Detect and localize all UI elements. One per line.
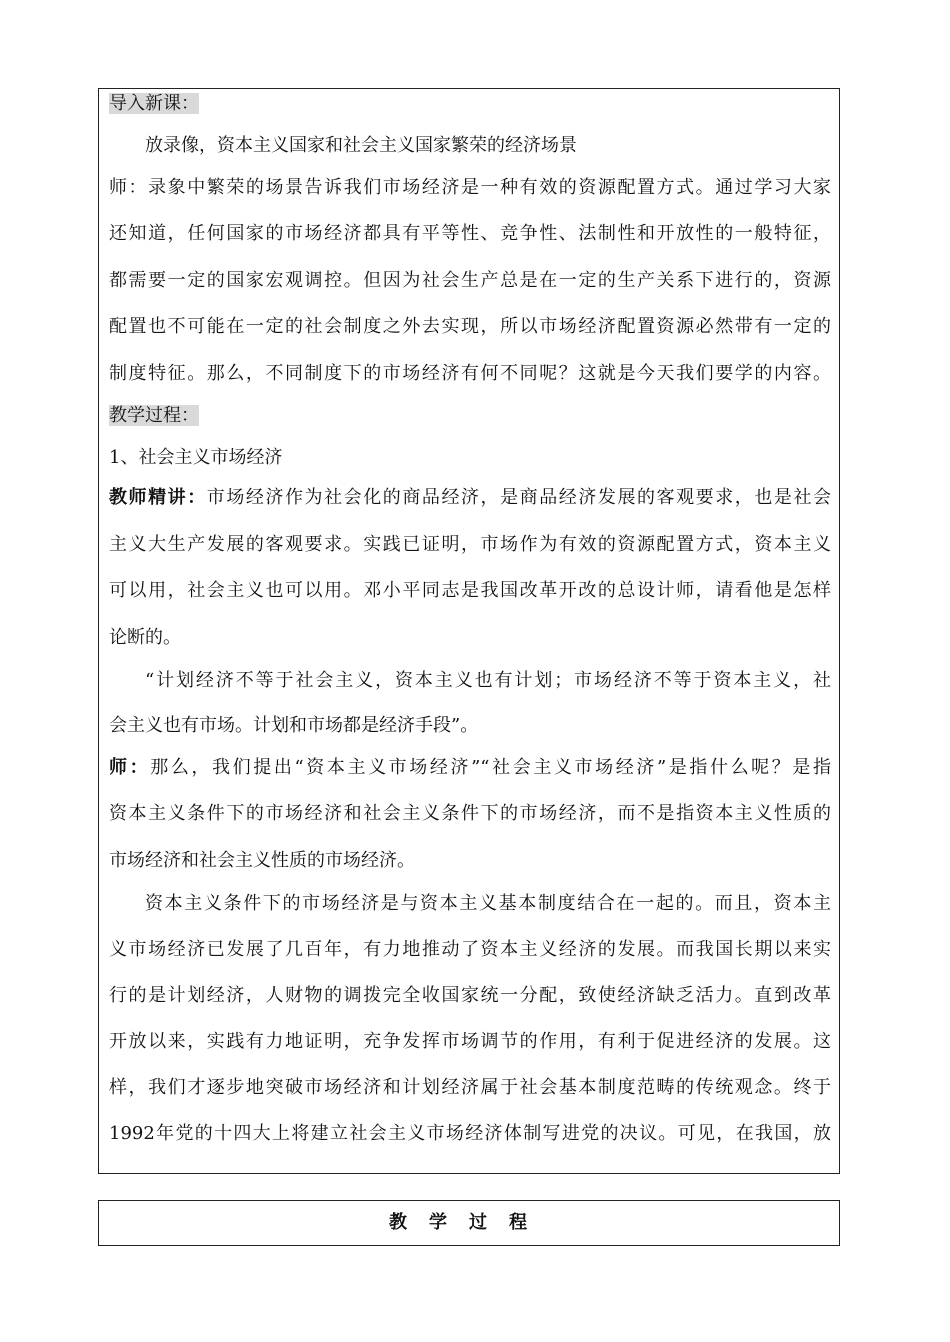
paragraph-line: 样，我们才逐步地突破市场经济和计划经济属于社会基本制度范畴的传统观念。终于 [109,1077,831,1098]
paragraph-line: 义市场经济已发展了几百年，有力地推动了资本主义经济的发展。而我国长期以来实 [109,939,831,960]
paragraph-line: 1992年党的十四大上将建立社会主义市场经济体制写进党的决议。可见，在我国，放 [109,1123,831,1144]
intro-line: 配置也不可能在一定的社会制度之外去实现，所以市场经济配置资源必然带有一定的 [109,316,831,337]
section-title: 教学过程 [389,1212,549,1233]
teacher-lecture-line: 论断的。 [109,627,181,648]
intro-heading: 导入新课： [109,93,199,114]
teacher-lecture-line: 主义大生产发展的客观要求。实践已证明，市场作为有效的资源配置方式，资本主义 [109,534,831,555]
intro-line: 师：录象中繁荣的场景告诉我们市场经济是一种有效的资源配置方式。通过学习大家 [109,177,831,198]
quote-line: 会主义也有市场。计划和市场都是经济手段”。 [109,715,479,736]
teacher-question-text: 那么，我们提出“资本主义市场经济”“社会主义市场经济”是指什么呢？是指 [150,757,832,778]
paragraph-line: 资本主义条件下的市场经济是与资本主义基本制度结合在一起的。而且，资本主 [145,893,831,914]
process-subheading: 1、社会主义市场经济 [109,447,283,468]
teacher-question-label: 师： [109,757,151,778]
paragraph-line: 行的是计划经济，人财物的调拨完全收国家统一分配，致使经济缺乏活力。直到改革 [109,985,831,1006]
teacher-question-line: 市场经济和社会主义性质的市场经济。 [109,850,415,871]
intro-line: 都需要一定的国家宏观调控。但因为社会生产总是在一定的生产关系下进行的，资源 [109,270,831,291]
teacher-question-line [109,756,831,780]
process-heading: 教学过程： [109,405,199,426]
teacher-lecture-label: 教师精讲： [109,487,207,508]
teacher-question-line: 资本主义条件下的市场经济和社会主义条件下的市场经济，而不是指资本主义性质的 [109,803,831,824]
teacher-lecture-line [109,486,831,510]
teacher-lecture-text: 市场经济作为社会化的商品经济，是商品经济发展的客观要求，也是社会 [206,487,832,508]
paragraph-line: 开放以来，实践有力地证明，充争发挥市场调节的作用，有利于促进经济的发展。这 [109,1031,831,1052]
lesson-content-box [98,88,840,1174]
quote-line: “计划经济不等于社会主义，资本主义也有计划；市场经济不等于资本主义，社 [145,670,831,691]
intro-line: 制度特征。那么，不同制度下的市场经济有何不同呢？这就是今天我们要学的内容。 [109,363,831,384]
intro-line: 放录像，资本主义国家和社会主义国家繁荣的经济场景 [145,135,577,156]
intro-heading-line [109,92,831,116]
intro-line: 还知道，任何国家的市场经济都具有平等性、竞争性、法制性和开放性的一般特征， [109,223,831,244]
section-title-box [98,1200,840,1246]
teacher-lecture-line: 可以用，社会主义也可以用。邓小平同志是我国改革开改的总设计师，请看他是怎样 [109,580,831,601]
process-heading-line [109,404,831,428]
